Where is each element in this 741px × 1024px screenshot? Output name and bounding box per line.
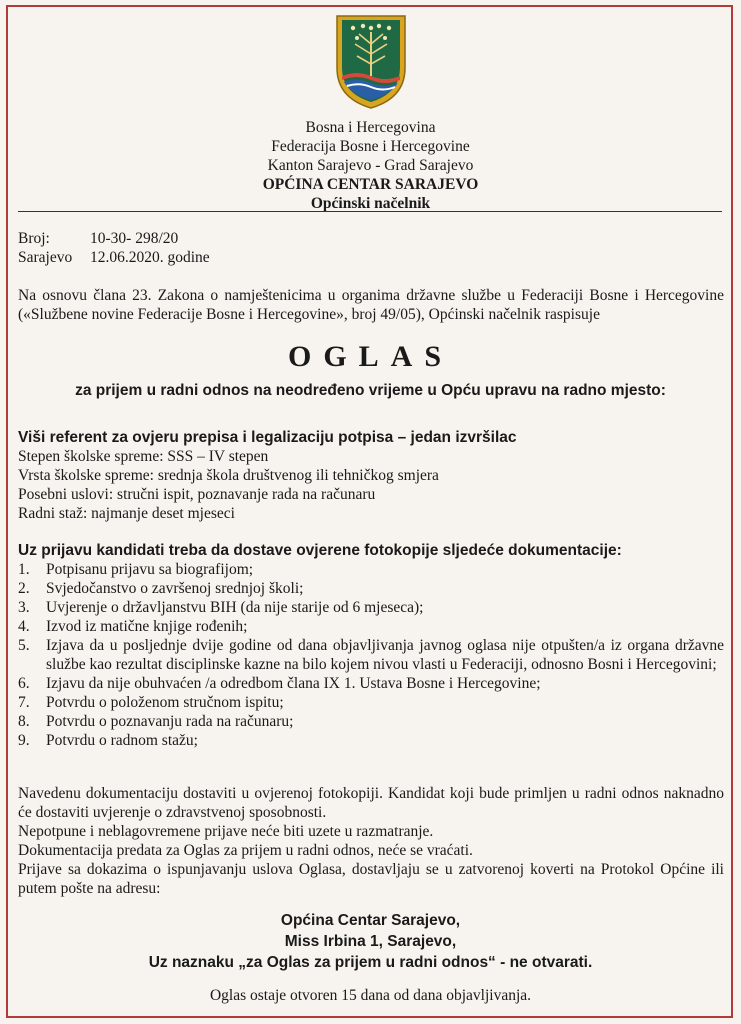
date-value: 12.06.2020. godine: [90, 249, 210, 266]
header-municipality: OPĆINA CENTAR SARAJEVO: [262, 176, 479, 193]
broj-value: 10-30- 298/20: [90, 230, 179, 247]
docs-heading: Uz prijavu kandidati treba da dostave ovjerene fotokopije sljedeće dokumentacije:: [18, 542, 622, 559]
header-canton: Kanton Sarajevo - Grad Sarajevo: [267, 157, 474, 174]
address-line-3: Uz naznaku „za Oglas za prijem u radni odnos“ - ne otvarati.: [148, 954, 593, 971]
address-line-2: Miss Irbina 1, Sarajevo,: [284, 933, 457, 950]
closing-note: Oglas ostaje otvoren 15 dana od dana objavljivanja.: [209, 987, 532, 1004]
list-item: 2. Svjedočanstvo o završenoj srednjoj školi;: [18, 580, 304, 597]
list-item: 9. Potvrdu o radnom stažu;: [18, 732, 198, 749]
address-line-1: Općina Centar Sarajevo,: [280, 912, 461, 929]
position-work-experience: Radni staž: najmanje deset mjeseci: [18, 505, 235, 522]
documents-list: [18, 560, 724, 750]
notes-block: [18, 784, 724, 898]
broj-label: Broj:: [18, 230, 50, 247]
position-special-conditions: Posebni uslovi: stručni ispit, poznavanje rada na računaru: [18, 486, 376, 503]
page-title: OGLAS: [287, 340, 454, 373]
list-item: 5. Izjava da u posljednje dvije godine od dana objavljivanja javnog oglasa nije otpušten/a iz organa državne službe kao rezultat disciplinske kazne na bilo kojem nivou vlasti u Federaciji, odnosno Bosni i Hercegovini;: [18, 637, 724, 673]
note-submission-copy: Navedenu dokumentaciju dostaviti u ovjerenoj fotokopiji. Kandidat koji bude primljen u radni odnos naknadno će dostaviti uvjerenje o zdravstvenoj sposobnosti.: [18, 785, 724, 821]
address-block: [0, 910, 741, 973]
header-office: Općinski načelnik: [310, 195, 431, 212]
position-name: Viši referent za ovjeru prepisa i legalizaciju potpisa – jedan izvršilac: [18, 429, 517, 446]
position-education-level: Stepen školske spreme: SSS – IV stepen: [18, 448, 269, 465]
list-item: 3. Uvjerenje o državljanstvu BIH (da nije starije od 6 mjeseca);: [18, 599, 424, 616]
issuer-header: [0, 118, 741, 213]
list-item: 4. Izvod iz matične knjige rođenih;: [18, 618, 248, 635]
list-item: 8. Potvrdu o poznavanju rada na računaru;: [18, 713, 294, 730]
intro-paragraph: Na osnovu člana 23. Zakona o namještenicima u organima državne službe u Federaciji Bosne i Hercegovine («Službene novine Federacije Bosne i Hercegovine», broj 49/05), Općinski načelnik raspisuje: [18, 287, 724, 323]
position-block: [18, 428, 724, 523]
header-country: Bosna i Hercegovina: [305, 119, 436, 136]
document-meta: [18, 229, 210, 267]
position-education-type: Vrsta školske spreme: srednja škola društvenog ili tehničkog smjera: [18, 467, 439, 484]
header-federation: Federacija Bosne i Hercegovine: [271, 138, 470, 155]
list-item: 1. Potpisanu prijavu sa biografijom;: [18, 561, 254, 578]
note-not-returned: Dokumentacija predata za Oglas za prijem u radni odnos, neće se vraćati.: [18, 842, 473, 859]
municipality-crest-icon: [333, 14, 409, 110]
place-label: Sarajevo: [18, 249, 73, 266]
list-item: 6. Izjavu da nije obuhvaćen /a odredbom člana IX 1. Ustava Bosne i Hercegovine;: [18, 675, 541, 692]
note-incomplete: Nepotpune i neblagovremene prijave neće biti uzete u razmatranje.: [18, 823, 434, 840]
note-delivery: Prijave sa dokazima o ispunjavanju uslova Oglasa, dostavljaju se u zatvorenoj koverti na Protokol Općine ili putem pošte na adresu:: [18, 861, 724, 897]
header-divider: [18, 211, 722, 212]
list-item: 7. Potvrdu o položenom stručnom ispitu;: [18, 694, 284, 711]
page-subtitle: za prijem u radni odnos na neodređeno vrijeme u Opću upravu na radno mjesto:: [75, 382, 666, 399]
